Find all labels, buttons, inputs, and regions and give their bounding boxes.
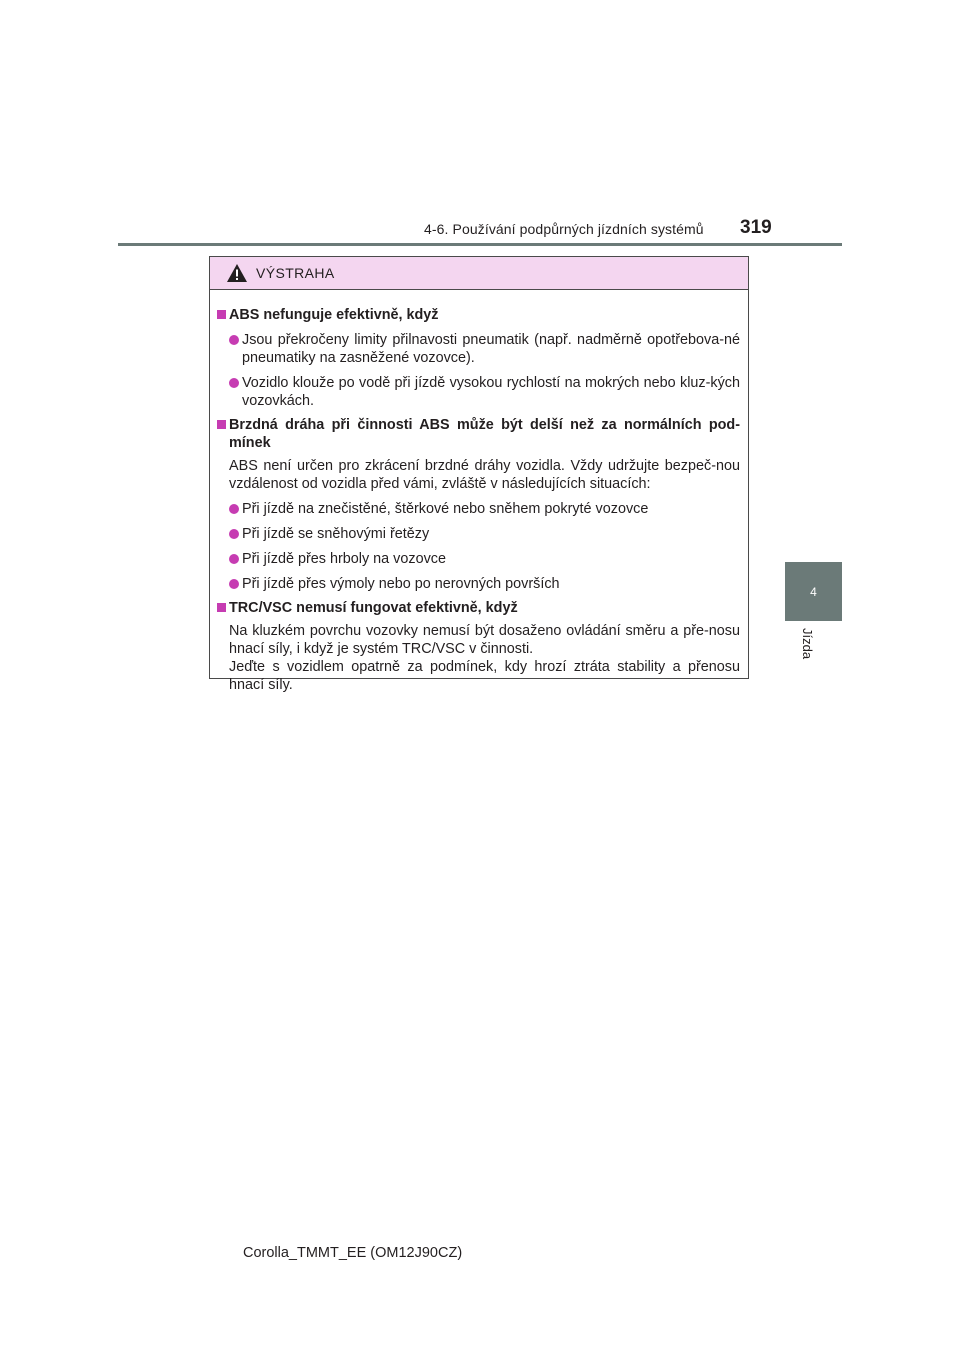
chapter-number: 4 <box>810 584 817 599</box>
page-number: 319 <box>740 217 772 238</box>
round-bullet-icon <box>229 504 239 514</box>
round-bullet-icon <box>229 579 239 589</box>
chapter-title: Jízda <box>800 628 815 660</box>
list-item <box>217 500 740 518</box>
paragraph: Jeďte s vozidlem opatrně za podmínek, kdy hrozí ztráta stability a přenosu hnací síly. <box>229 659 740 693</box>
section-heading <box>217 306 740 324</box>
chapter-tab <box>785 562 842 621</box>
square-bullet-icon <box>217 420 226 429</box>
list-item-text: Jsou překročeny limity přilnavosti pneumatik (např. nadměrně opotřebova-né pneumatiky na zasněžené vozovce). <box>242 332 740 366</box>
list-item-text: Vozidlo klouže po vodě při jízdě vysokou rychlostí na mokrých nebo kluz-kých vozovkách. <box>242 375 740 409</box>
list-item-text: Při jízdě se sněhovými řetězy <box>242 526 430 542</box>
list-item <box>217 550 740 568</box>
section-heading-text: TRC/VSC nemusí fungovat efektivně, když <box>229 600 518 616</box>
footer-document-id: Corolla_TMMT_EE (OM12J90CZ) <box>243 1245 463 1261</box>
section-heading <box>217 416 740 452</box>
warning-header <box>210 257 748 290</box>
section-heading <box>217 599 740 617</box>
list-item <box>217 525 740 543</box>
square-bullet-icon <box>217 603 226 612</box>
warning-box <box>209 256 749 693</box>
section-title: 4-6. Používání podpůrných jízdních systémů <box>424 221 704 237</box>
section-heading-text: ABS nefunguje efektivně, když <box>229 307 439 323</box>
round-bullet-icon <box>229 554 239 564</box>
paragraph: Na kluzkém povrchu vozovky nemusí být dosaženo ovládání směru a pře-nosu hnací síly, i když je systém TRC/VSC v činnosti. <box>229 623 740 657</box>
round-bullet-icon <box>229 335 239 345</box>
list-item-text: Při jízdě na znečistěné, štěrkové nebo sněhem pokryté vozovce <box>242 501 649 517</box>
warning-triangle-icon <box>226 263 248 283</box>
warning-title: VÝSTRAHA <box>256 265 335 281</box>
list-item <box>217 331 740 367</box>
paragraph: ABS není určen pro zkrácení brzdné dráhy vozidla. Vždy udržujte bezpeč-nou vzdálenost od vozidla před vámi, zvláště v následujících situacích: <box>229 458 740 492</box>
list-item <box>217 374 740 410</box>
list-item-text: Při jízdě přes výmoly nebo po nerovných površích <box>242 576 560 592</box>
header-rule <box>118 243 842 246</box>
section-heading-text: Brzdná dráha při činnosti ABS může být delší než za normálních pod-mínek <box>229 417 740 451</box>
round-bullet-icon <box>229 529 239 539</box>
round-bullet-icon <box>229 378 239 388</box>
square-bullet-icon <box>217 310 226 319</box>
warning-body <box>210 290 748 694</box>
list-item-text: Při jízdě přes hrboly na vozovce <box>242 551 446 567</box>
list-item <box>217 575 740 593</box>
